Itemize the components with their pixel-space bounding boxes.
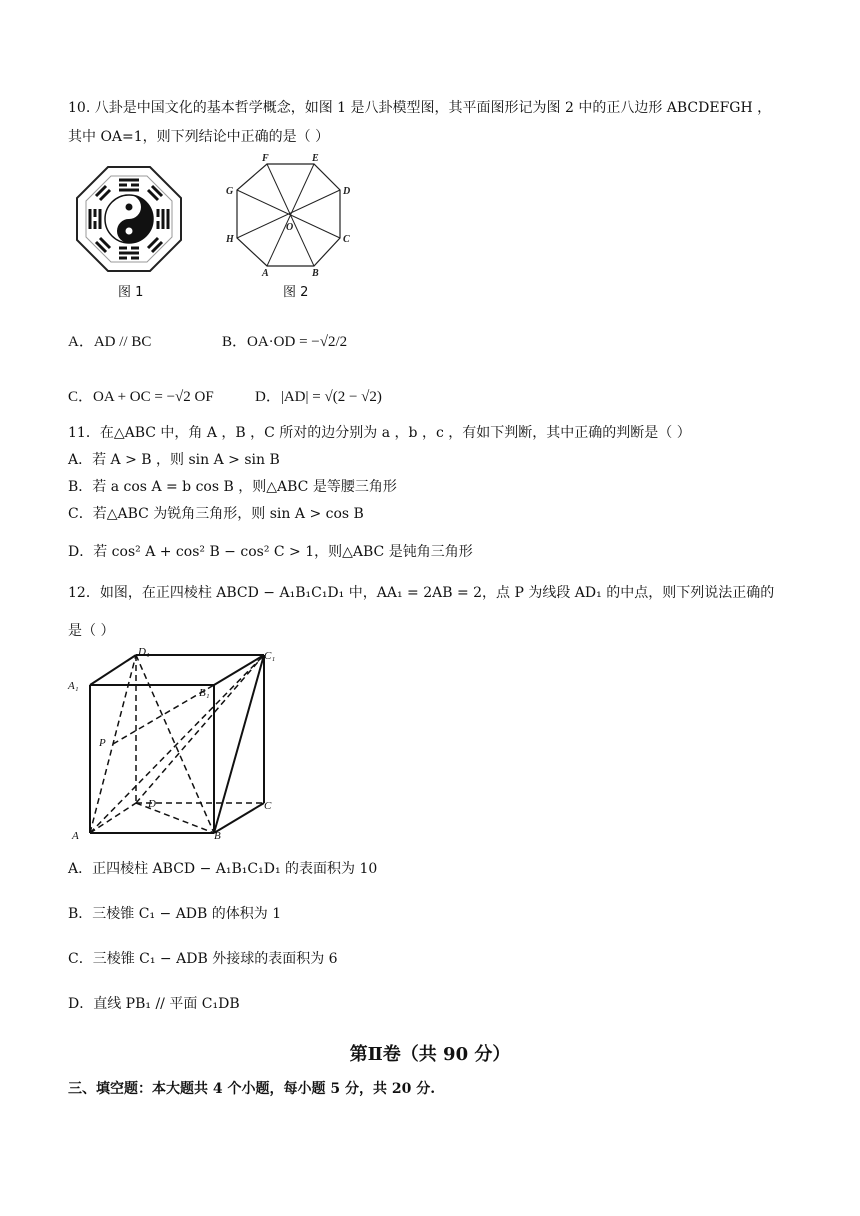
vertex-label: D xyxy=(148,798,156,810)
vertex-label: C xyxy=(343,234,350,245)
q11-option-a: A．若 A > B ，则 sin A > sin B xyxy=(68,452,280,468)
q12-option-b: B．三棱锥 C₁ − ADB 的体积为 1 xyxy=(68,906,282,922)
vertex-label: A₁ xyxy=(68,680,79,692)
vertex-label: B xyxy=(312,268,319,279)
fig2-caption: 图 2 xyxy=(283,285,309,300)
vertex-label: C₁ xyxy=(264,650,276,662)
vertex-label: A xyxy=(262,268,269,279)
vertex-label: B₁ xyxy=(199,687,210,699)
vertex-label: D₁ xyxy=(138,646,150,658)
q12-stem-line2: 是（ ） xyxy=(68,623,115,639)
q10-stem-line2: 其中 OA=1，则下列结论中正确的是（ ） xyxy=(68,129,330,145)
q11-option-d: D．若 cos² A + cos² B − cos² C > 1，则△ABC 是钝角三角形 xyxy=(68,544,473,560)
bagua-model-figure xyxy=(74,164,184,274)
q11-option-c: C．若△ABC 为锐角三角形，则 sin A > cos B xyxy=(68,506,364,522)
vertex-label: G xyxy=(226,186,234,197)
vertex-label: F xyxy=(262,153,269,164)
vertex-label: H xyxy=(226,234,234,245)
vertex-label: O xyxy=(286,222,294,233)
vertex-label: P xyxy=(99,737,106,749)
part3-heading: 三、填空题：本大题共 4 个小题，每小题 5 分，共 20 分. xyxy=(68,1081,436,1097)
q12-option-c: C．三棱锥 C₁ − ADB 外接球的表面积为 6 xyxy=(68,951,338,967)
q10-option-c: C．OA + OC = −√2 OF xyxy=(68,389,214,405)
q12-option-d: D．直线 PB₁ // 平面 C₁DB xyxy=(68,996,240,1012)
q12-stem-line1: 12．如图，在正四棱柱 ABCD − A₁B₁C₁D₁ 中，AA₁ = 2AB = 2，点 P 为线段 AD₁ 的中点，则下列说法正确的 xyxy=(68,585,775,601)
vertex-label: C xyxy=(264,800,272,812)
q10-option-d: D．|AD| = √(2 − √2) xyxy=(255,389,382,405)
vertex-label: D xyxy=(343,186,351,197)
q10-option-a: A．AD // BC xyxy=(68,334,152,350)
vertex-label: E xyxy=(312,153,319,164)
vertex-label: A xyxy=(72,830,79,842)
q10-option-b: B．OA·OD = −√2/2 xyxy=(222,334,348,350)
q10-stem-line1: 10. 八卦是中国文化的基本哲学概念，如图 1 是八卦模型图，其平面图形记为图 2 中的正八边形 ABCDEFGH ， xyxy=(68,100,772,116)
prism-figure xyxy=(66,645,286,845)
q11-option-b: B．若 a cos A = b cos B ，则△ABC 是等腰三角形 xyxy=(68,479,397,495)
section-title: 第Ⅱ卷（共 90 分） xyxy=(349,1044,511,1065)
fig1-caption: 图 1 xyxy=(118,285,144,300)
q11-stem: 11．在△ABC 中，角 A ，B ，C 所对的边分别为 a ，b ，c ，有如下判断，其中正确的判断是（ ） xyxy=(68,425,691,441)
octagon-figure xyxy=(220,150,360,280)
q12-option-a: A．正四棱柱 ABCD − A₁B₁C₁D₁ 的表面积为 10 xyxy=(68,861,378,877)
vertex-label: B xyxy=(214,830,221,842)
